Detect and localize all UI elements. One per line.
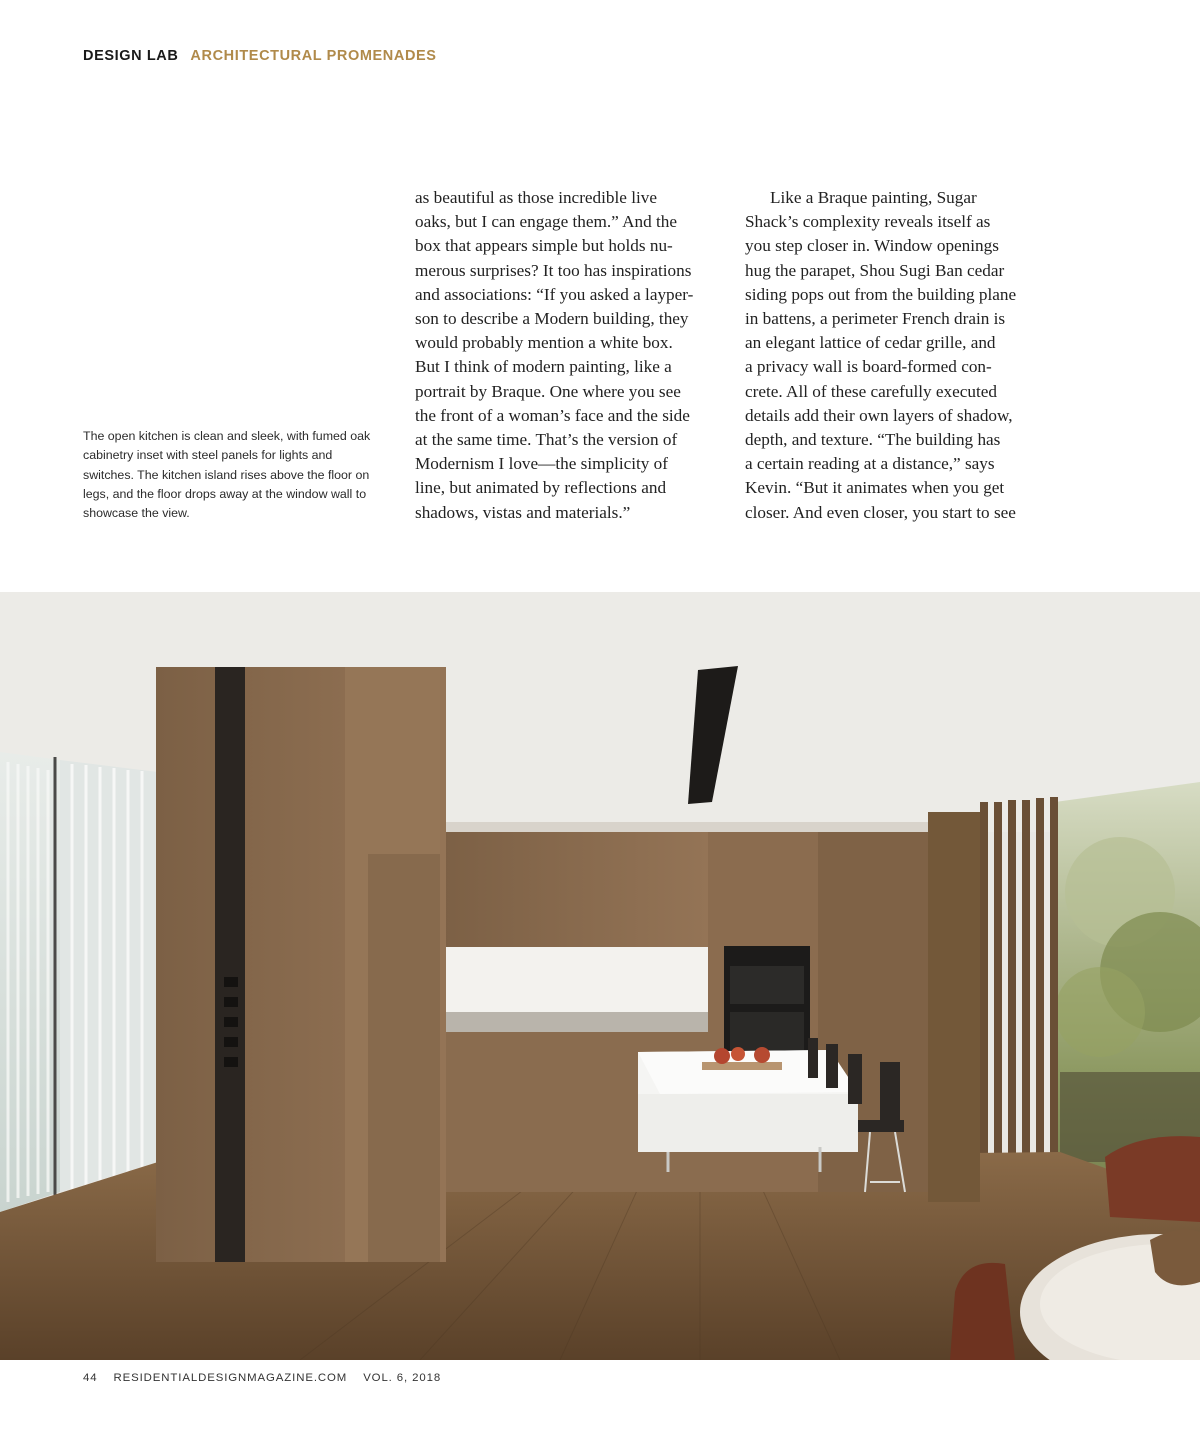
text-line: an elegant lattice of cedar grille, and [745, 333, 996, 353]
text-line: a certain reading at a distance,” says [745, 454, 995, 474]
text-line: box that appears simple but holds nu- [415, 236, 673, 256]
text-line: closer. And even closer, you start to see [745, 502, 1016, 522]
kitchen-illustration [0, 592, 1200, 1360]
subsection-label: ARCHITECTURAL PROMENADES [190, 48, 437, 64]
page-footer [83, 1372, 441, 1384]
text-line: you step closer in. Window openings [745, 236, 999, 256]
text-line: Shack’s complexity reveals itself as [745, 212, 991, 232]
text-line: depth, and texture. “The building has [745, 430, 1001, 450]
text-line: siding pops out from the building plane [745, 284, 1017, 304]
text-line: merous surprises? It too has inspirations [415, 260, 692, 280]
text-line: shadows, vistas and materials.” [415, 502, 631, 522]
text-line: at the same time. That’s the version of [415, 430, 678, 450]
photo-caption: The open kitchen is clean and sleek, with fumed oak cabinetry inset with steel panels for lights and switches. The kitchen island rises above the floor on legs, and the floor drops away at the window wall to showcase the view. [83, 429, 371, 521]
text-column-right [745, 186, 1016, 525]
text-line: oaks, but I can engage them.” And the [415, 212, 678, 232]
section-label: DESIGN LAB [83, 48, 179, 64]
text-line: in battens, a perimeter French drain is [745, 309, 1006, 329]
text-line: Kevin. “But it animates when you get [745, 478, 1005, 498]
running-header [83, 48, 437, 64]
text-line: the front of a woman’s face and the side [415, 405, 690, 425]
text-line: son to describe a Modern building, they [415, 309, 689, 329]
text-line: as beautiful as those incredible live [415, 188, 657, 207]
text-line: details add their own layers of shadow, [745, 405, 1013, 425]
text-line: would probably mention a white box. [415, 333, 673, 353]
text-line: But I think of modern painting, like a [415, 357, 672, 377]
text-line: and associations: “If you asked a layper- [415, 284, 694, 304]
text-line: hug the parapet, Shou Sugi Ban cedar [745, 260, 1005, 280]
website-url: RESIDENTIALDESIGNMAGAZINE.COM [113, 1372, 348, 1384]
kitchen-photo [0, 592, 1200, 1360]
text-line: Like a Braque painting, Sugar [770, 188, 977, 207]
text-line: line, but animated by reflections and [415, 478, 667, 498]
text-column-left [415, 186, 693, 525]
text-line: a privacy wall is board-formed con- [745, 357, 992, 377]
text-line: portrait by Braque. One where you see [415, 381, 681, 401]
page-number: 44 [83, 1372, 98, 1384]
text-line: Modernism I love—the simplicity of [415, 454, 669, 474]
text-line: crete. All of these carefully executed [745, 381, 997, 401]
volume-label: VOL. 6, 2018 [363, 1372, 442, 1384]
